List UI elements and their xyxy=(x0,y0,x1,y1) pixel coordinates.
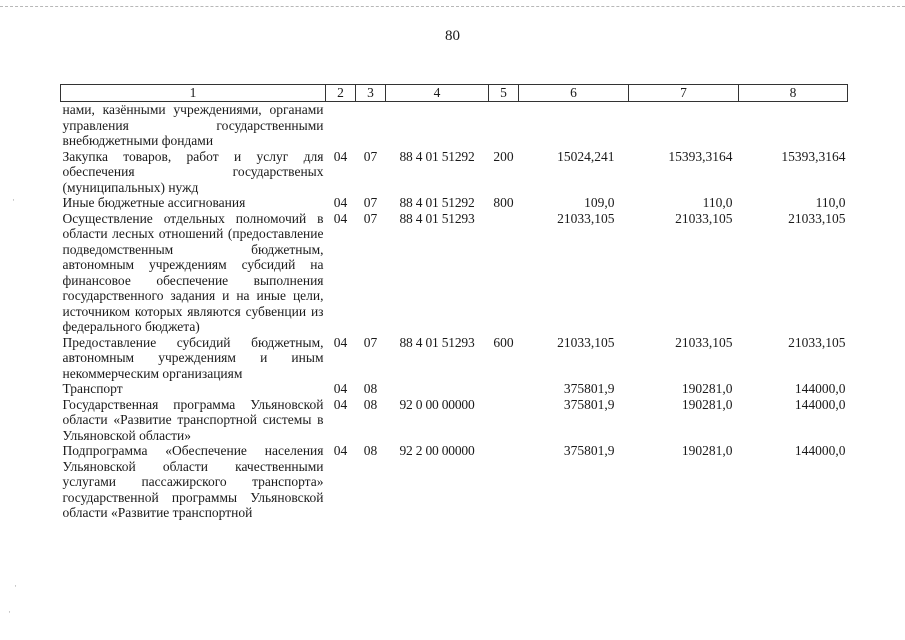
target-article-code xyxy=(386,381,489,397)
row-name: Иные бюджетные ассигнования xyxy=(62,195,246,210)
target-article-code: 92 2 00 00000 xyxy=(399,443,475,458)
budget-table xyxy=(60,84,848,521)
amount-col7: 21033,105 xyxy=(675,210,733,226)
expense-type-code xyxy=(489,443,519,521)
margin-dot: · xyxy=(14,581,17,591)
page-top-border xyxy=(0,6,905,7)
amount-col8: 144000,0 xyxy=(794,381,846,396)
subsection-code: 08 xyxy=(363,443,378,458)
column-header: 3 xyxy=(356,85,386,102)
amount-col6: 375801,9 xyxy=(563,381,615,396)
column-header: 6 xyxy=(519,85,629,102)
amount-col8: 110,0 xyxy=(815,195,846,210)
table-row xyxy=(61,211,848,335)
section-code: 04 xyxy=(333,396,348,412)
amount-col6: 21033,105 xyxy=(557,334,615,350)
table-header-row xyxy=(61,85,848,102)
section-code: 04 xyxy=(333,148,348,164)
amount-col7 xyxy=(629,102,739,149)
amount-col8: 21033,105 xyxy=(788,334,846,350)
margin-dot: · xyxy=(8,607,11,617)
subsection-code: 07 xyxy=(363,334,378,350)
column-header: 8 xyxy=(739,85,848,102)
target-article-code: 88 4 01 51293 xyxy=(399,334,475,350)
expense-type-code xyxy=(489,102,519,149)
target-article-code xyxy=(386,102,489,149)
amount-col6: 375801,9 xyxy=(563,443,615,458)
table-row xyxy=(61,335,848,382)
table-row xyxy=(61,195,848,211)
amount-col6 xyxy=(519,102,629,149)
table-row xyxy=(61,102,848,149)
expense-type-code: 800 xyxy=(493,195,514,210)
expense-type-code xyxy=(489,381,519,397)
expense-type-code xyxy=(489,397,519,444)
row-name: Государственная программа Ульяновской области «Развитие транспортной системы в Ульяновской области» xyxy=(62,396,324,443)
subsection-code: 08 xyxy=(363,396,378,412)
amount-col8: 15393,3164 xyxy=(781,148,846,164)
amount-col8 xyxy=(739,102,848,149)
target-article-code: 88 4 01 51293 xyxy=(399,210,475,226)
column-header: 5 xyxy=(489,85,519,102)
amount-col7: 15393,3164 xyxy=(668,148,733,164)
amount-col7: 190281,0 xyxy=(681,443,733,458)
target-article-code: 88 4 01 51292 xyxy=(399,148,475,164)
subsection-code xyxy=(356,102,386,149)
row-name: нами, казёнными учреждениями, органами управления государственными внебюджетными фондами xyxy=(62,102,324,148)
target-article-code: 92 0 00 00000 xyxy=(399,396,475,412)
section-code: 04 xyxy=(333,443,348,458)
row-name: Транспорт xyxy=(62,381,123,396)
column-header: 7 xyxy=(629,85,739,102)
amount-col8: 144000,0 xyxy=(794,443,846,458)
expense-type-code xyxy=(489,211,519,335)
row-name: Осуществление отдельных полномочий в области лесных отношений (предоставление подведомственным бюджетным, автономным учреждениям субсидий на финансовое обеспечение выполнения государственного задания и на иные цели, источником которых являются субвенции из федерального бюджета) xyxy=(62,210,324,334)
amount-col7: 190281,0 xyxy=(681,396,733,412)
expense-type-code: 200 xyxy=(493,148,514,164)
amount-col8: 144000,0 xyxy=(794,396,846,412)
section-code: 04 xyxy=(333,210,348,226)
amount-col7: 110,0 xyxy=(702,195,733,210)
amount-col6: 109,0 xyxy=(584,195,615,210)
section-code xyxy=(326,102,356,149)
section-code: 04 xyxy=(333,334,348,350)
subsection-code: 07 xyxy=(363,210,378,226)
column-header: 2 xyxy=(326,85,356,102)
subsection-code: 07 xyxy=(363,148,378,164)
table-row xyxy=(61,397,848,444)
subsection-code: 07 xyxy=(363,195,378,210)
amount-col6: 21033,105 xyxy=(557,210,615,226)
column-header: 4 xyxy=(386,85,489,102)
table-row xyxy=(61,381,848,397)
amount-col7: 21033,105 xyxy=(675,334,733,350)
section-code: 04 xyxy=(333,195,348,210)
amount-col6: 15024,241 xyxy=(557,148,615,164)
amount-col8: 21033,105 xyxy=(788,210,846,226)
expense-type-code: 600 xyxy=(493,334,514,350)
page-number: 80 xyxy=(445,28,460,44)
table-row xyxy=(61,443,848,521)
row-name: Закупка товаров, работ и услуг для обеспечения государственых (муниципальных) нужд xyxy=(62,148,324,195)
amount-col7: 190281,0 xyxy=(681,381,733,396)
margin-dot: · xyxy=(12,195,15,205)
amount-col6: 375801,9 xyxy=(563,396,615,412)
row-name: Предоставление субсидий бюджетным, автономным учреждениям и иным некоммерческим организациям xyxy=(62,334,324,381)
column-header: 1 xyxy=(61,85,326,102)
row-name: Подпрограмма «Обеспечение населения Ульяновской области качественными услугами пассажирского транспорта» государственной программы Ульяновской области «Развитие транспортной xyxy=(62,443,324,520)
section-code: 04 xyxy=(333,381,348,396)
subsection-code: 08 xyxy=(363,381,378,396)
table-row xyxy=(61,149,848,196)
target-article-code: 88 4 01 51292 xyxy=(399,195,475,210)
